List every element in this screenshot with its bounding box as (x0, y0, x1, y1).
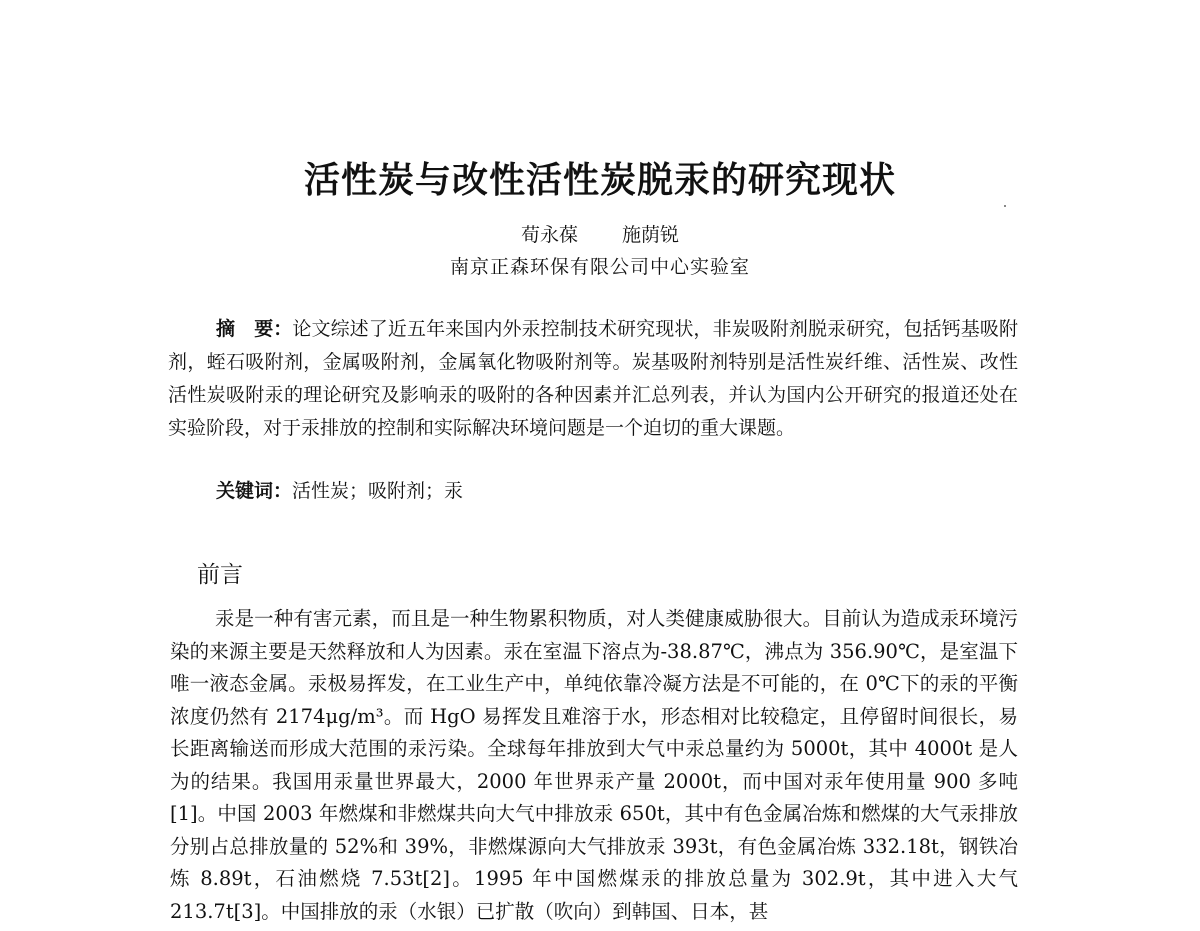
keywords-text: 活性炭；吸附剂；汞 (292, 480, 464, 502)
keywords-label: 关键词： (216, 480, 293, 502)
keywords (216, 475, 463, 508)
section-heading: 前言 (197, 562, 243, 588)
author-list (0, 220, 1200, 247)
body-paragraph: 汞是一种有害元素，而且是一种生物累积物质，对人类健康威胁很大。目前认为造成汞环境污染的来源主要是天然释放和人为因素。汞在室温下溶点为-38.87℃，沸点为 356.90℃，是室温下唯一液态金属。汞极易挥发，在工业生产中，单纯依靠冷凝方法是不可能的，在 0℃下的汞的平衡浓度仍然有 2174μg/m³。而 HgO 易挥发且难溶于水，形态相对比较稳定，且停留时间很长，易长距离输送而形成大范围的汞污染。全球每年排放到大气中汞总量约为 5000t，其中 4000t 是人为的结果。我国用汞量世界最大，2000 年世界汞产量 2000t，而中国对汞年使用量 900 多吨[1]。中国 2003 年燃煤和非燃煤共向大气中排放汞 650t，其中有色金属冶炼和燃煤的大气汞排放分别占总排放量的 52%和 39%，非燃煤源向大气排放汞 393t，有色金属冶炼 332.18t，钢铁冶炼 8.89t，石油燃烧 7.53t[2]。1995 年中国燃煤汞的排放总量为 302.9t，其中进入大气 213.7t[3]。中国排放的汞（水银）已扩散（吹向）到韩国、日本，甚 (170, 607, 1018, 923)
abstract-text: 论文综述了近五年来国内外汞控制技术研究现状，非炭吸附剂脱汞研究，包括钙基吸附剂，蛭石吸附剂，金属吸附剂，金属氧化物吸附剂等。炭基吸附剂特别是活性炭纤维、活性炭、改性活性炭吸附汞的理论研究及影响汞的吸附的各种因素并汇总列表，并认为国内公开研究的报道还处在实验阶段，对于汞排放的控制和实际解决环境问题是一个迫切的重大课题。 (168, 318, 1018, 439)
author-name: 荀永葆 (520, 224, 578, 246)
author-name: 施荫锐 (622, 224, 680, 246)
paper-title: 活性炭与改性活性炭脱汞的研究现状 (303, 160, 896, 201)
abstract-label: 摘 要： (216, 318, 293, 340)
scan-speck (1004, 205, 1006, 207)
abstract (168, 313, 1018, 445)
affiliation: 南京正森环保有限公司中心实验室 (449, 256, 750, 278)
